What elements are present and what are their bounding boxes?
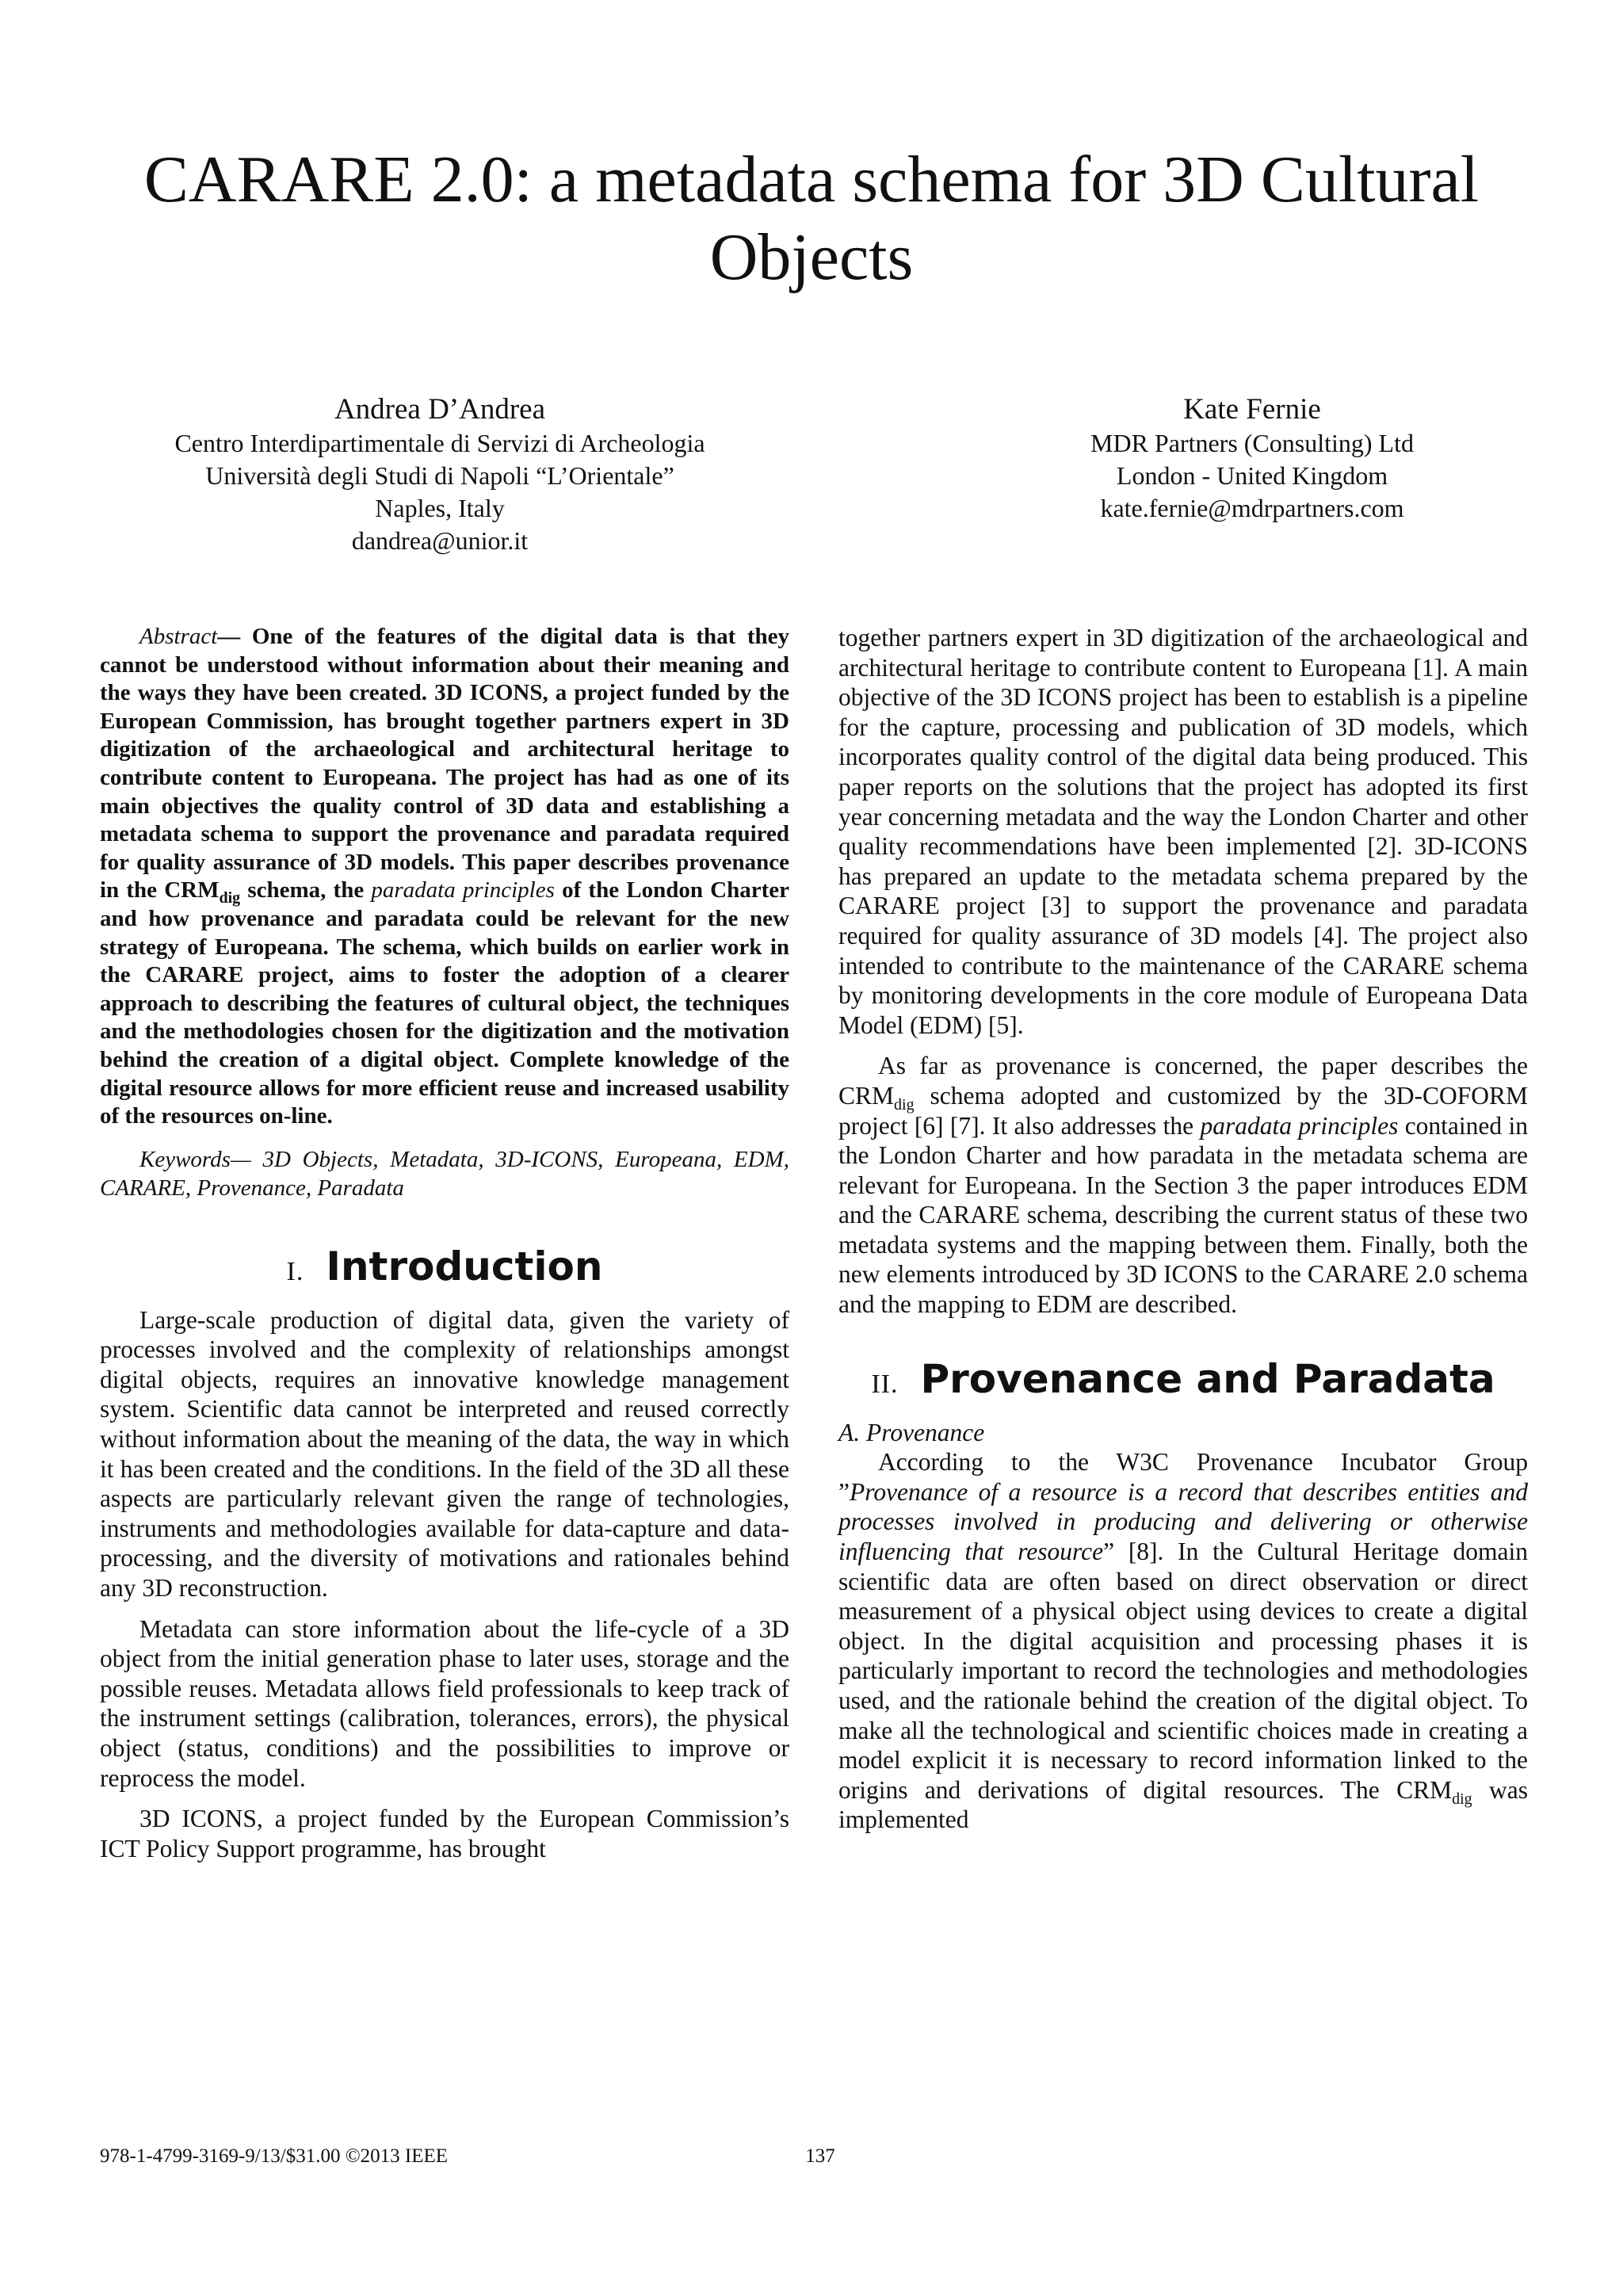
author-email: kate.fernie@mdrpartners.com (1100, 494, 1404, 522)
keywords: Keywords— 3D Objects, Metadata, 3D-ICONS, Europeana, EDM, CARARE, Provenance, Paradata (100, 1146, 789, 1201)
author-affiliation: Università degli Studi di Napoli “L’Orientale” (205, 461, 674, 490)
author-email: dandrea@unior.it (351, 526, 529, 555)
subsection-heading: A. Provenance (838, 1418, 985, 1446)
section-number: II. (871, 1369, 899, 1399)
author-location: Naples, Italy (375, 494, 505, 522)
section-number: I. (286, 1256, 304, 1286)
author-block-2 (911, 393, 1593, 525)
author-block-1 (95, 393, 785, 557)
paragraph: As far as provenance is concerned, the paper describes the $CRM_{dig}$ schema adopted and customized by the 3D-COFORM project [6] [7]. It also addresses the paradata principles contained in the London Charter and how paradata in the metadata schema are relevant for Europeana. In the Section 3 the paper introduces EDM and the CARARE schema, describing the current status of these two metadata systems and the mapping between them. Finally, both the new elements introduced by 3D ICONS to the CARARE 2.0 schema and the mapping to EDM are described. (838, 1052, 1529, 1319)
paper-title (95, 141, 1528, 297)
title-line-2: Objects (709, 220, 914, 295)
author-affiliation: Centro Interdipartimentale di Servizi di Archeologia (174, 429, 705, 457)
paragraph: Large-scale production of digital data, given the variety of processes involved and the complexity of relationships amongst digital objects, requires an innovative knowledge management system. Scientific data cannot be interpreted and reused correctly without information about the meaning of the data, the way in which it has been created and the conditions. In the field of the 3D all these aspects are particularly relevant given the range of technologies, instruments and methodologies available for data-capture and data-processing, and the diversity of motivations and rationales behind any 3D reconstruction. (100, 1305, 789, 1603)
title-line-1: CARARE 2.0: a metadata schema for 3D Cultural (143, 143, 1480, 216)
section-title: Provenance and Paradata (920, 1355, 1495, 1402)
section-title: Introduction (326, 1243, 603, 1289)
paragraph: According to the W3C Provenance Incubator Group ”Provenance of a resource is a record that describes entities and processes involved in producing and delivering or otherwise influencing that resource” [8]. In the Cultural Heritage domain scientific data are often based on direct observation or direct measurement of a physical object using devices to create a digital object. In the digital acquisition and processing phases it is particularly important to record the technologies and methodologies used, and the rationale behind the creation of the digital object. To make all the technological and scientific choices made in creating a model explicit it is necessary to record information linked to the origins and derivations of digital resources. The $CRM_{dig}$ was implemented (838, 1448, 1528, 1834)
author-affiliation: MDR Partners (Consulting) Ltd (1090, 429, 1414, 457)
author-location: London - United Kingdom (1116, 461, 1388, 490)
copyright-footer: 978-1-4799-3169-9/13/$31.00 ©2013 IEEE (100, 2145, 449, 2167)
paragraph: 3D ICONS, a project funded by the European Commission’s ICT Policy Support programme, has brought (100, 1805, 789, 1862)
author-name: Andrea D’Andrea (334, 393, 546, 426)
right-column (838, 623, 1528, 1846)
section-heading-provenance (838, 1351, 1528, 1408)
section-heading-introduction (100, 1239, 789, 1296)
paragraph: together partners expert in 3D digitization of the archaeological and architectural heritage to contribute content to Europeana [1]. A main objective of the 3D ICONS project has been to establish is a pipeline for the capture, processing and publication of 3D models, which incorporates quality control of the digital data being produced. This paper reports on the solutions that the project has adopted its first year concerning metadata and the way the London Charter and other quality recommendations have been implemented [2]. 3D-ICONS has prepared an update to the metadata schema prepared by the CARARE project [3] to support the provenance and paradata required for quality assurance of 3D models [4]. The project also intended to contribute to the maintenance of the CARARE schema by monitoring developments in the core module of Europeana Data Model (EDM) [5]. (838, 624, 1528, 1039)
page-number: 137 (805, 2145, 835, 2167)
abstract-label: Abstract (139, 624, 218, 649)
abstract: Abstract— One of the features of the digital data is that they cannot be understood without information about their meaning and the ways they have been created. 3D ICONS, a project funded by the European Commission, has brought together partners expert in 3D digitization of the archaeological and architectural heritage to contribute content to Europeana. The project has had as one of its main objectives the quality control of 3D data and establishing a metadata schema to support the provenance and paradata required for quality assurance of 3D models. This paper describes provenance in the $CRM_{dig}$ schema, the paradata principles of the London Charter and how provenance and paradata could be relevant for the new strategy of Europeana. The schema, which builds on earlier work in the CARARE project, aims to foster the adoption of a clearer approach to describing the features of cultural object, the techniques and the methodologies chosen for the digitization and the motivation behind the creation of a digital object. Complete knowledge of the digital resource allows for more efficient reuse and increased usability of the resources on-line. (100, 624, 789, 1129)
keywords-label: Keywords (139, 1146, 231, 1172)
author-name: Kate Fernie (1183, 393, 1321, 426)
paragraph: Metadata can store information about the life-cycle of a 3D object from the initial generation phase to later uses, storage and the possible reuses. Metadata allows field professionals to keep track of the instrument settings (calibration, tolerances, errors), the physical object (status, conditions) and the possibilities to improve or reprocess the model. (100, 1614, 789, 1792)
left-column (100, 623, 789, 1874)
